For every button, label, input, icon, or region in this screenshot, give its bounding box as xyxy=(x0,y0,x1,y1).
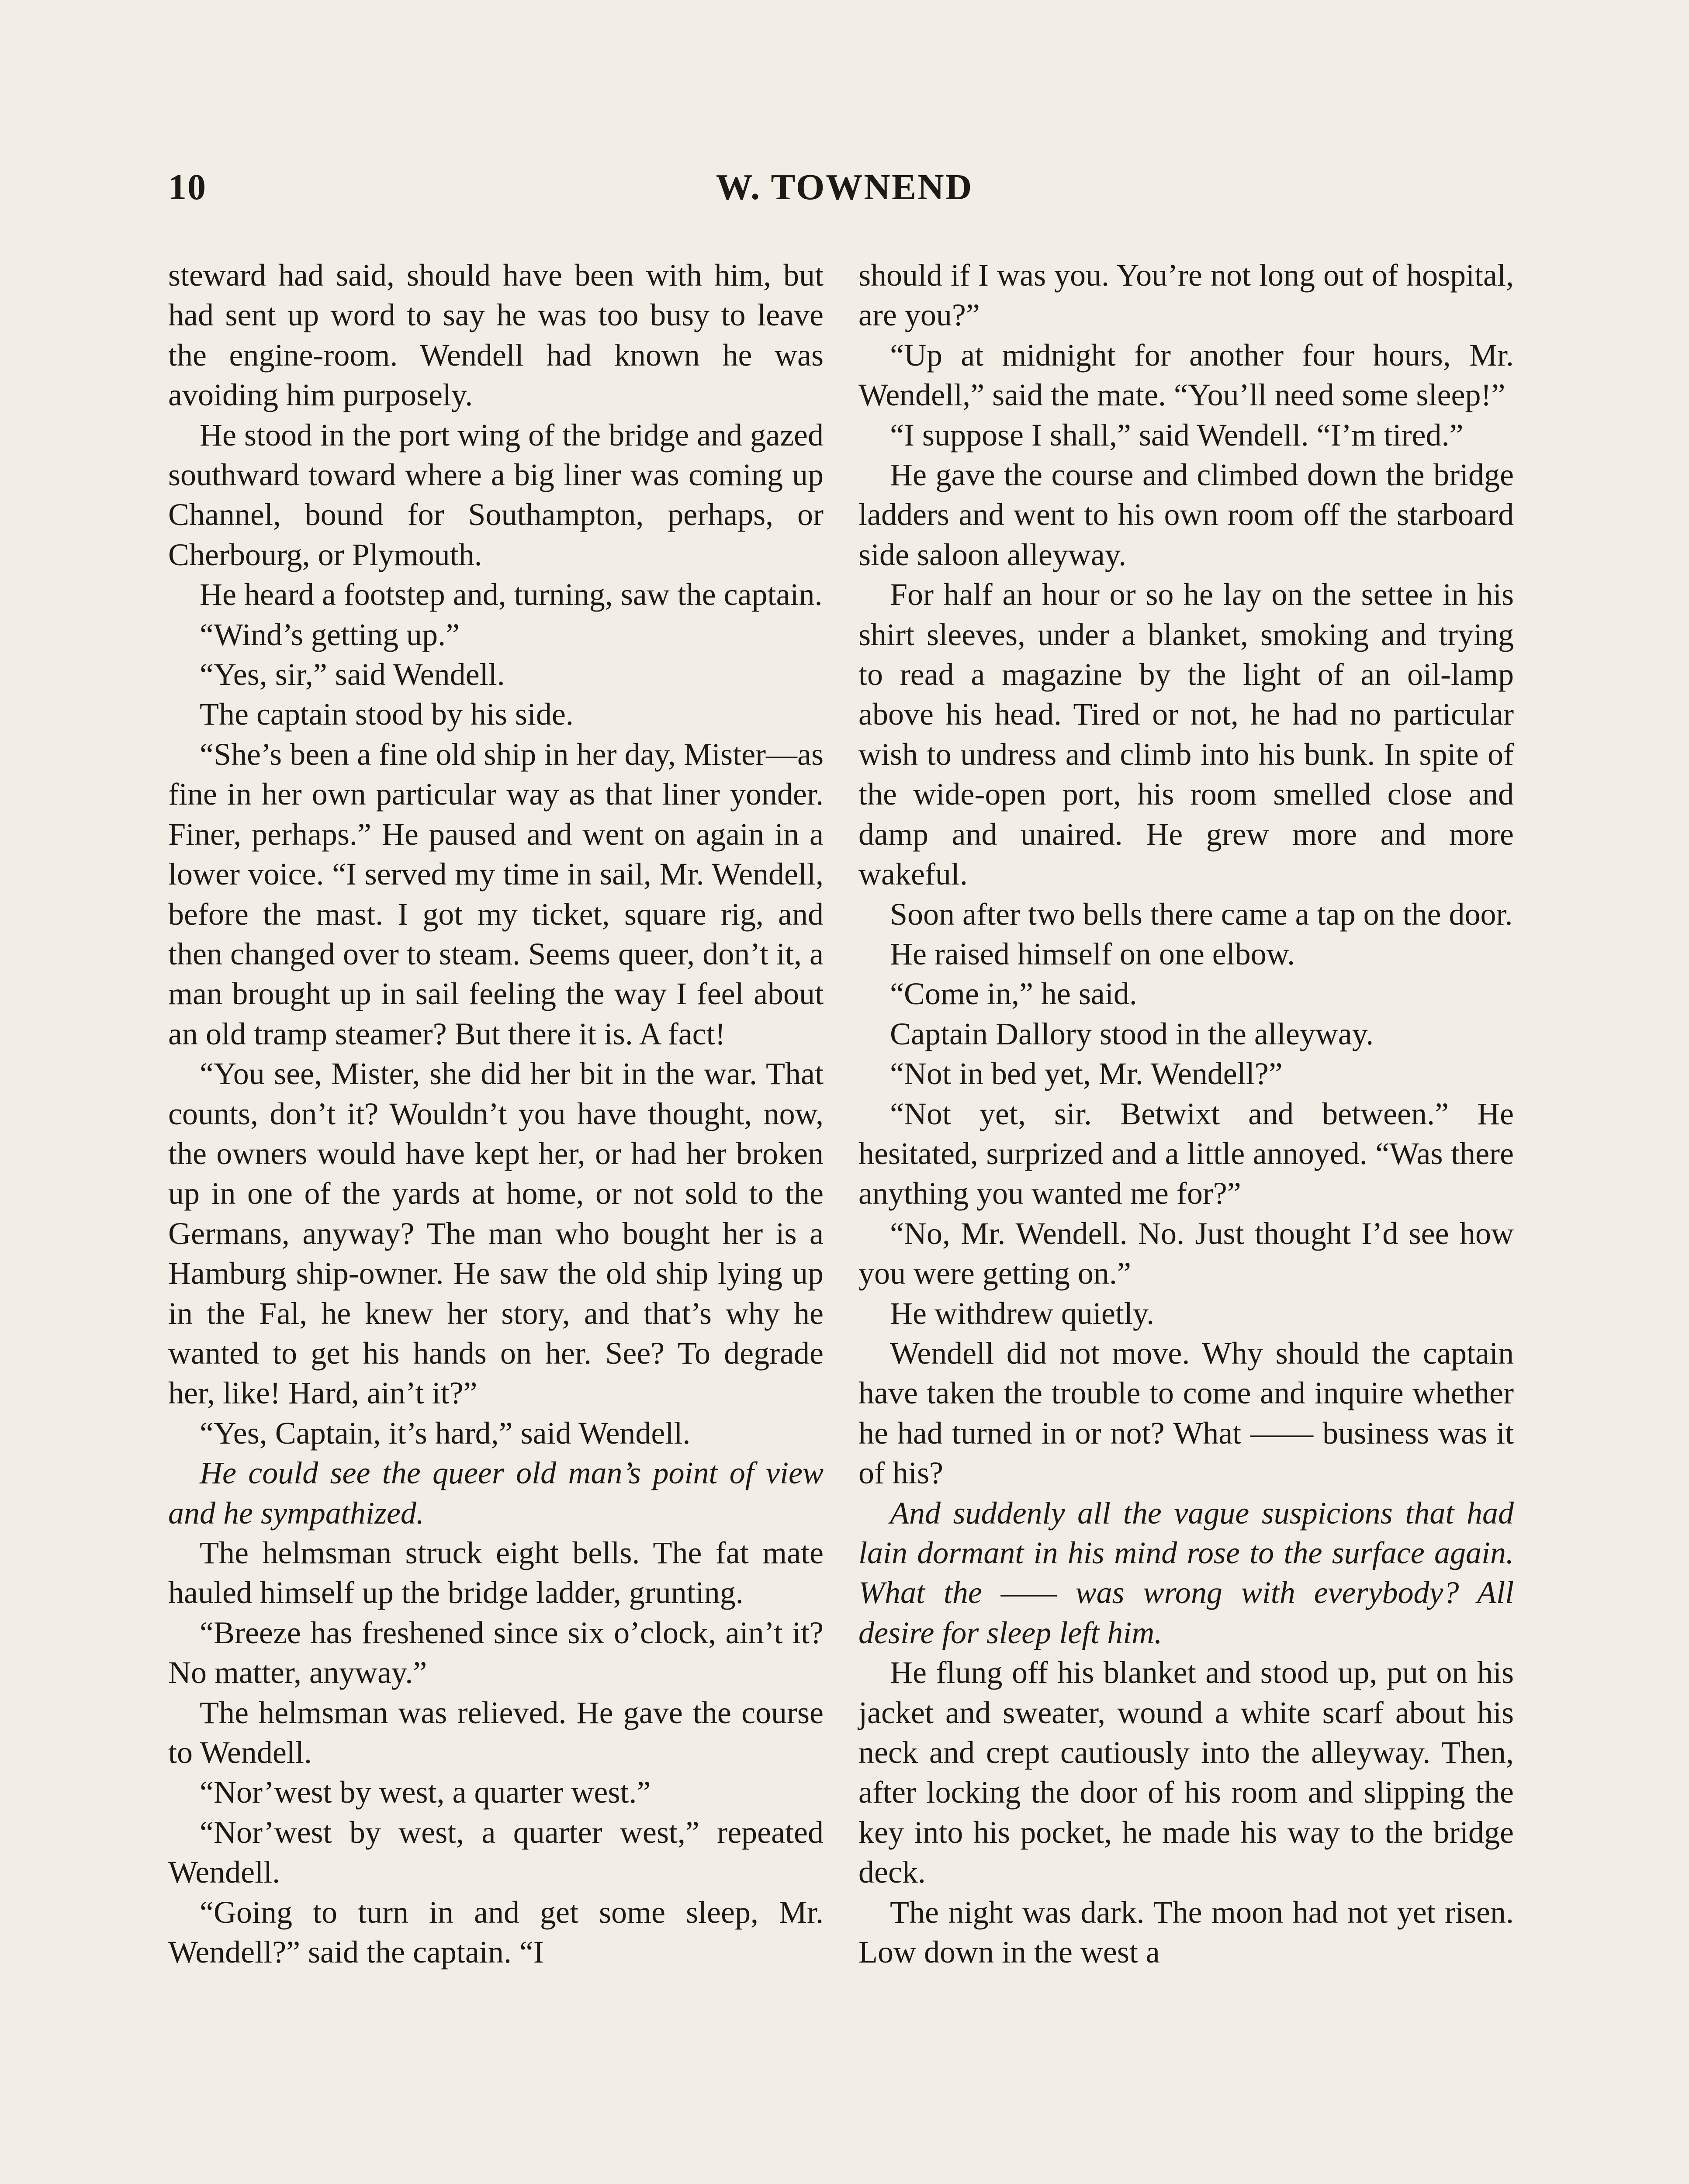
paragraph: “She’s been a fine old ship in her day, Mister—as fine in her own particular way as that liner yonder. Finer, perhaps.” He paused and went on again in a lower voice. “I served my time in sail, Mr. Wendell, before the mast. I got my ticket, square rig, and then changed over to steam. Seems queer, don’t it, a man brought up in sail feeling the way I feel about an old tramp steamer? But there it is. A fact! xyxy=(168,736,824,1051)
paragraph: “No, Mr. Wendell. No. Just thought I’d see how you were getting on.” xyxy=(858,1216,1514,1291)
paragraph: The captain stood by his side. xyxy=(200,697,574,732)
page-header xyxy=(0,166,1689,214)
paragraph: steward had said, should have been with him, but had sent up word to say he was too busy to leave the engine-room. Wendell had known he was avoiding him purposely. xyxy=(168,258,824,413)
paragraph: “Wind’s getting up.” xyxy=(200,617,460,652)
paragraph: He stood in the port wing of the bridge and gazed southward toward where a big liner was coming up Channel, bound for Southampton, perhaps, or Cherbourg, or Plymouth. xyxy=(168,417,824,572)
paragraph: “Come in,” he said. xyxy=(890,976,1137,1012)
paragraph: He withdrew quietly. xyxy=(890,1296,1155,1331)
paragraph: “Up at midnight for another four hours, Mr. Wendell,” said the mate. “You’ll need some sleep!” xyxy=(858,337,1514,413)
paragraph: The helmsman was relieved. He gave the course to Wendell. xyxy=(168,1695,824,1770)
paragraph: The night was dark. The moon had not yet risen. Low down in the west a xyxy=(858,1894,1514,1970)
paragraph: “Going to turn in and get some sleep, Mr. Wendell?” said the captain. “I xyxy=(168,1894,824,1970)
paragraph: “Yes, Captain, it’s hard,” said Wendell. xyxy=(200,1415,691,1451)
paragraph: Wendell did not move. Why should the captain have taken the trouble to come and inquire whether he had turned in or not? What —— business was it of his? xyxy=(858,1335,1514,1491)
right-text-column xyxy=(858,256,1514,1972)
paragraph: And suddenly all the vague suspicions that had lain dormant in his mind rose to the surface again. What the —— was wrong with everybody? All desire for sleep left him. xyxy=(858,1495,1514,1650)
paragraph: He could see the queer old man’s point of view and he sympathized. xyxy=(168,1455,824,1531)
paragraph: “Breeze has freshened since six o’clock, ain’t it? No matter, anyway.” xyxy=(168,1615,824,1690)
paragraph: “Yes, sir,” said Wendell. xyxy=(200,657,505,692)
page-number: 10 xyxy=(168,167,207,207)
paragraph: “Not in bed yet, Mr. Wendell?” xyxy=(890,1056,1283,1092)
paragraph: For half an hour or so he lay on the settee in his shirt sleeves, under a blanket, smoking and trying to read a magazine by the light of an oil-lamp above his head. Tired or not, he had no particular wish to undress and climb into his bunk. In spite of the wide-open port, his room smelled close and damp and unaired. He grew more and more wakeful. xyxy=(858,577,1514,892)
paragraph: The helmsman struck eight bells. The fat mate hauled himself up the bridge ladder, grunting. xyxy=(168,1535,824,1610)
left-text-column xyxy=(168,256,824,1972)
paragraph: “You see, Mister, she did her bit in the war. That counts, don’t it? Wouldn’t you have thought, now, the owners would have kept her, or had her broken up in one of the yards at home, or not sold to the Germans, anyway? The man who bought her is a Hamburg ship-owner. He saw the old ship lying up in the Fal, he knew her story, and that’s why he wanted to get his hands on her. See? To degrade her, like! Hard, ain’t it?” xyxy=(168,1056,824,1411)
paragraph: Captain Dallory stood in the alleyway. xyxy=(890,1016,1374,1051)
paragraph: “I suppose I shall,” said Wendell. “I’m tired.” xyxy=(890,417,1464,453)
running-head: W. TOWNEND xyxy=(716,167,973,207)
paragraph: He raised himself on one elbow. xyxy=(890,936,1295,971)
paragraph: He gave the course and climbed down the bridge ladders and went to his own room off the starboard side saloon alleyway. xyxy=(858,457,1514,572)
paragraph: “Nor’west by west, a quarter west,” repeated Wendell. xyxy=(168,1814,824,1890)
paragraph: Soon after two bells there came a tap on the door. xyxy=(890,896,1513,932)
paragraph: “Nor’west by west, a quarter west.” xyxy=(200,1775,651,1810)
paragraph: should if I was you. You’re not long out of hospital, are you?” xyxy=(858,258,1514,333)
paragraph: He heard a footstep and, turning, saw the captain. xyxy=(200,577,823,612)
paragraph: He flung off his blanket and stood up, put on his jacket and sweater, wound a white scarf about his neck and crept cautiously into the alleyway. Then, after locking the door of his room and slipping the key into his pocket, he made his way to the bridge deck. xyxy=(858,1655,1514,1890)
paragraph: “Not yet, sir. Betwixt and between.” He hesitated, surprized and a little annoyed. “Was there anything you wanted me for?” xyxy=(858,1096,1514,1211)
